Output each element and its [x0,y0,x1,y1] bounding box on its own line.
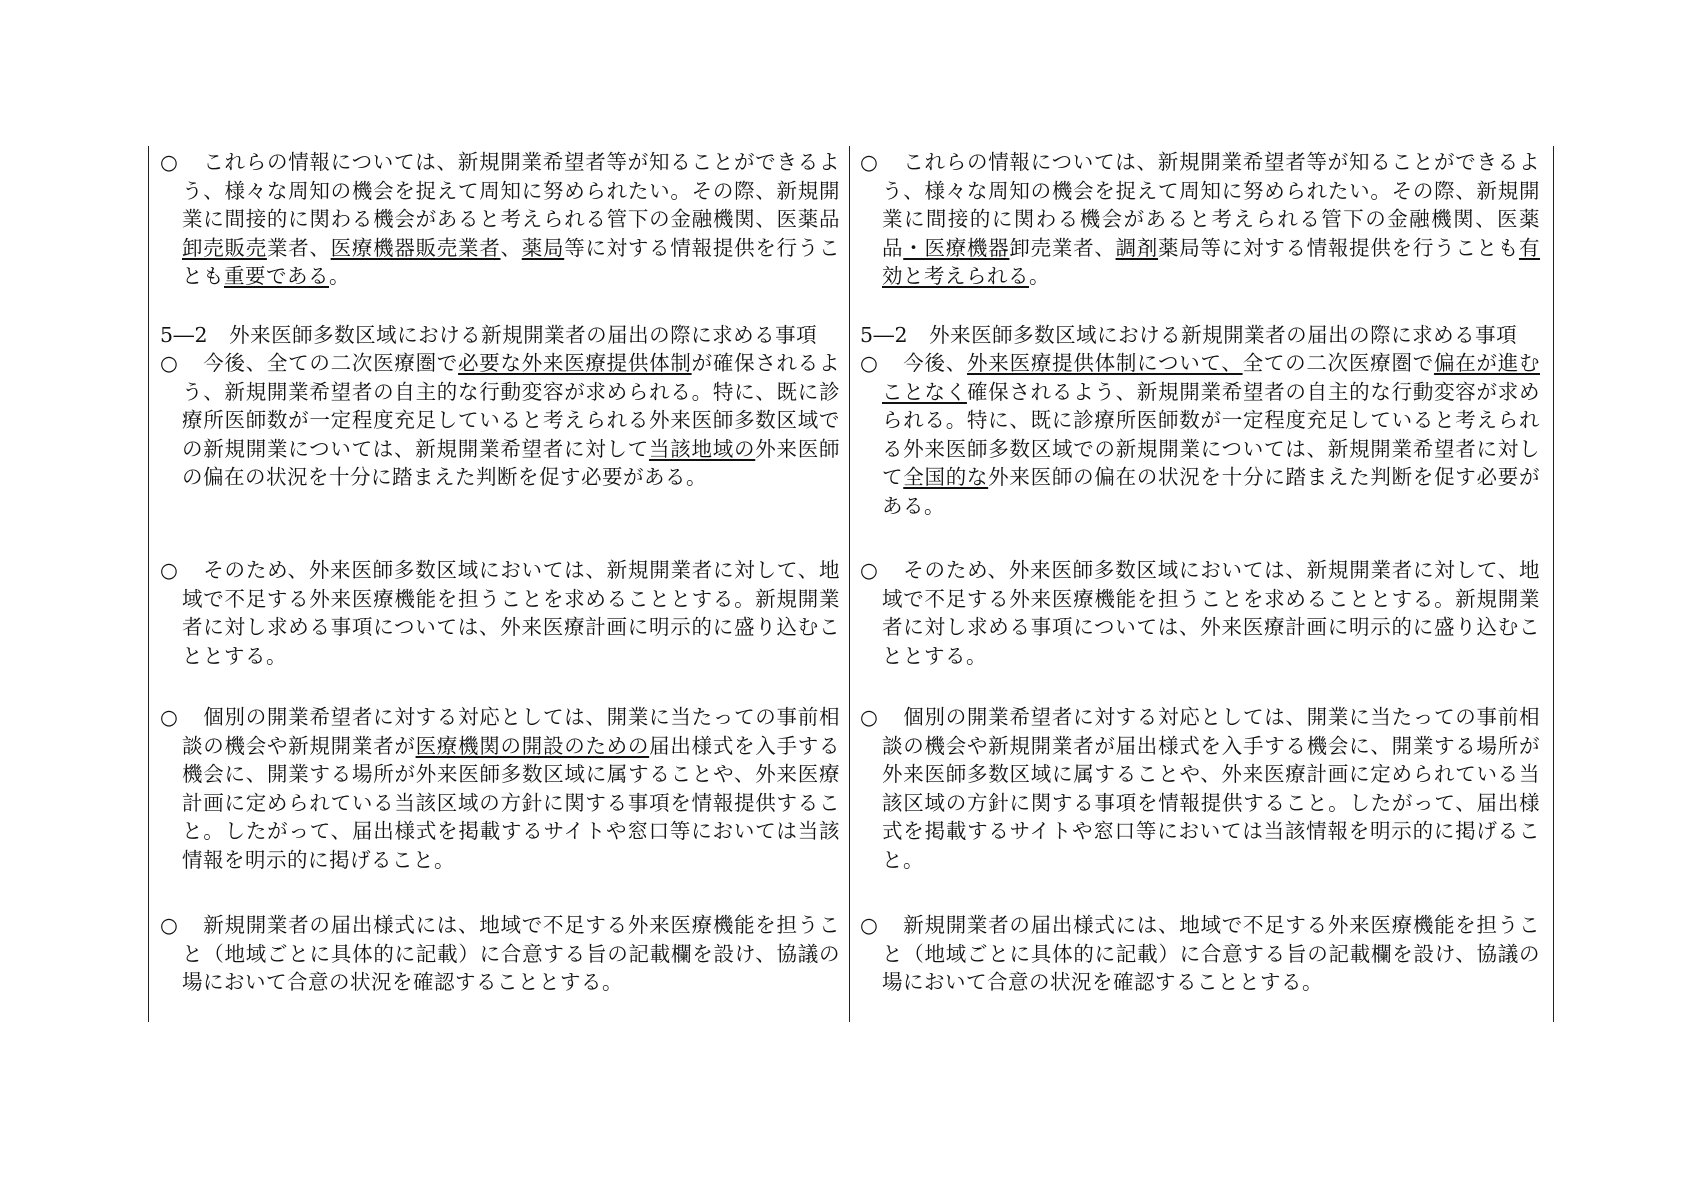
table-border-left [148,146,149,1022]
text-run: 薬局等に対する情報提供を行うことも [1158,235,1520,260]
right-paragraph-5-text [882,913,1540,994]
text-run: 外来医師の偏在の状況を十分に踏まえた判断を促す必要がある。 [182,436,841,490]
underlined-text: 卸売販売 [182,235,267,260]
bullet-icon: ○ [860,913,879,937]
underlined-text: 偏在が進むことなく [882,351,1541,404]
text-run: が確保されるよう、新規開業希望者の自主的な行動変容が求められる。特に、既に診療所医師数が一定程度充足していると考えられる外来医師多数区域での新規開業については、新規開業希望者に対して [182,351,841,461]
text-run: 新規開業者の届出様式には、地域で不足する外来医療機能を担うこと（地域ごとに具体的に記載）に合意する旨の記載欄を設け、協議の場において合意の状況を確認することとする。 [882,913,1540,995]
text-run: 今後、全ての二次医療圏で [182,351,459,375]
left-paragraph-4 [160,703,840,875]
text-run: 外来医師の偏在の状況を十分に踏まえた判断を促す必要がある。 [882,465,1541,518]
right-paragraph-4 [860,703,1540,875]
text-run: これらの情報については、新規開業希望者等が知ることができるよう、様々な周知の機会を捉えて周知に努められたい。その際、新規開業に間接的に関わる機会があると考えられる管下の金融機関、医薬品 [882,150,1540,260]
bullet-icon: ○ [860,558,879,582]
left-paragraph-4-text [182,705,840,872]
underlined-text: 外来医療提供体制について、 [967,351,1243,375]
right-section-heading: 5―2 外来医師多数区域における新規開業者の届出の際に求める事項 [860,323,1518,347]
text-run: 。 [1029,264,1050,289]
underlined-text: 有効と考えられる [882,235,1541,289]
right-paragraph-5 [860,911,1540,997]
underlined-text: ・医療機器 [903,235,1010,260]
left-paragraph-3 [160,556,840,670]
text-run: 。 [329,264,350,289]
underlined-text: 必要な外来医療提供体制 [458,351,692,375]
underlined-text: 医療機関の開設のための [415,733,650,758]
underlined-text: 医療機器販売業者 [330,235,501,260]
underlined-text: 重要である [224,264,329,289]
bullet-icon: ○ [160,150,179,174]
underlined-text: 当該地域の [649,436,756,461]
bullet-icon: ○ [160,705,179,729]
underlined-text: 薬局 [521,235,565,260]
right-paragraph-3-text [882,558,1540,668]
left-paragraph-1 [160,148,840,291]
left-paragraph-5-text [182,913,840,994]
text-run: 等に対する情報提供を行うことも [182,235,841,289]
text-run: 卸売業者、 [1009,235,1116,260]
text-run: これらの情報については、新規開業希望者等が知ることができるよう、様々な周知の機会を捉えて周知に努められたい。その際、新規開業に間接的に関わる機会があると考えられる管下の金融機関、医薬品 [182,150,840,232]
text-run: 、 [500,235,522,260]
left-paragraph-3-text [182,558,840,668]
bullet-icon: ○ [160,913,179,937]
right-paragraph-1 [860,148,1540,291]
right-paragraph-3 [860,556,1540,670]
left-paragraph-2 [160,349,840,492]
text-run: そのため、外来医師多数区域においては、新規開業者に対して、地域で不足する外来医療機能を担うことを求めることとする。新規開業者に対し求める事項については、外来医療計画に明示的に盛り込むこととする。 [182,558,840,668]
text-run: 業者、 [266,235,331,260]
left-paragraph-1-text [182,150,840,288]
bullet-icon: ○ [860,150,879,174]
right-paragraph-1-text [882,150,1540,288]
text-run: 全ての二次医療圏で [1242,351,1434,375]
right-paragraph-2-text [882,351,1540,518]
text-run: そのため、外来医師多数区域においては、新規開業者に対して、地域で不足する外来医療機能を担うことを求めることとする。新規開業者に対し求める事項については、外来医療計画に明示的に盛り込むこととする。 [882,558,1540,668]
underlined-text: 調剤 [1115,235,1159,260]
right-paragraph-2 [860,349,1540,521]
bullet-icon: ○ [160,558,179,582]
left-paragraph-2-text [182,351,840,489]
text-run: 確保されるよう、新規開業希望者の自主的な行動変容が求められる。特に、既に診療所医師数が一定程度充足していると考えられる外来医師多数区域での新規開業については、新規開業希望者に対して [882,379,1541,490]
bullet-icon: ○ [160,351,179,375]
table-border-middle [849,146,850,1022]
bullet-icon: ○ [860,705,879,729]
right-paragraph-4-text [882,705,1540,872]
text-run: 今後、 [882,351,968,375]
table-border-right [1553,146,1554,1022]
text-run: 個別の開業希望者に対する対応としては、開業に当たっての事前相談の機会や新規開業者が [182,705,840,758]
bullet-icon: ○ [860,351,879,375]
underlined-text: 全国的な [903,465,989,490]
left-paragraph-5 [160,911,840,997]
text-run: 新規開業者の届出様式には、地域で不足する外来医療機能を担うこと（地域ごとに具体的に記載）に合意する旨の記載欄を設け、協議の場において合意の状況を確認することとする。 [182,913,840,995]
text-run: 個別の開業希望者に対する対応としては、開業に当たっての事前相談の機会や新規開業者が届出様式を入手する機会に、開業する場所が外来医師多数区域に属することや、外来医療計画に定められている当該区域の方針に関する事項を情報提供すること。したがって、届出様式を掲載するサイトや窓口等においては当該情報を明示的に掲げること。 [882,705,1540,872]
text-run: 届出様式を入手する機会に、開業する場所が外来医師多数区域に属することや、外来医療計画に定められている当該区域の方針に関する事項を情報提供すること。したがって、届出様式を掲載するサイトや窓口等においては当該情報を明示的に掲げること。 [182,733,841,872]
left-section-heading: 5―2 外来医師多数区域における新規開業者の届出の際に求める事項 [160,323,818,347]
